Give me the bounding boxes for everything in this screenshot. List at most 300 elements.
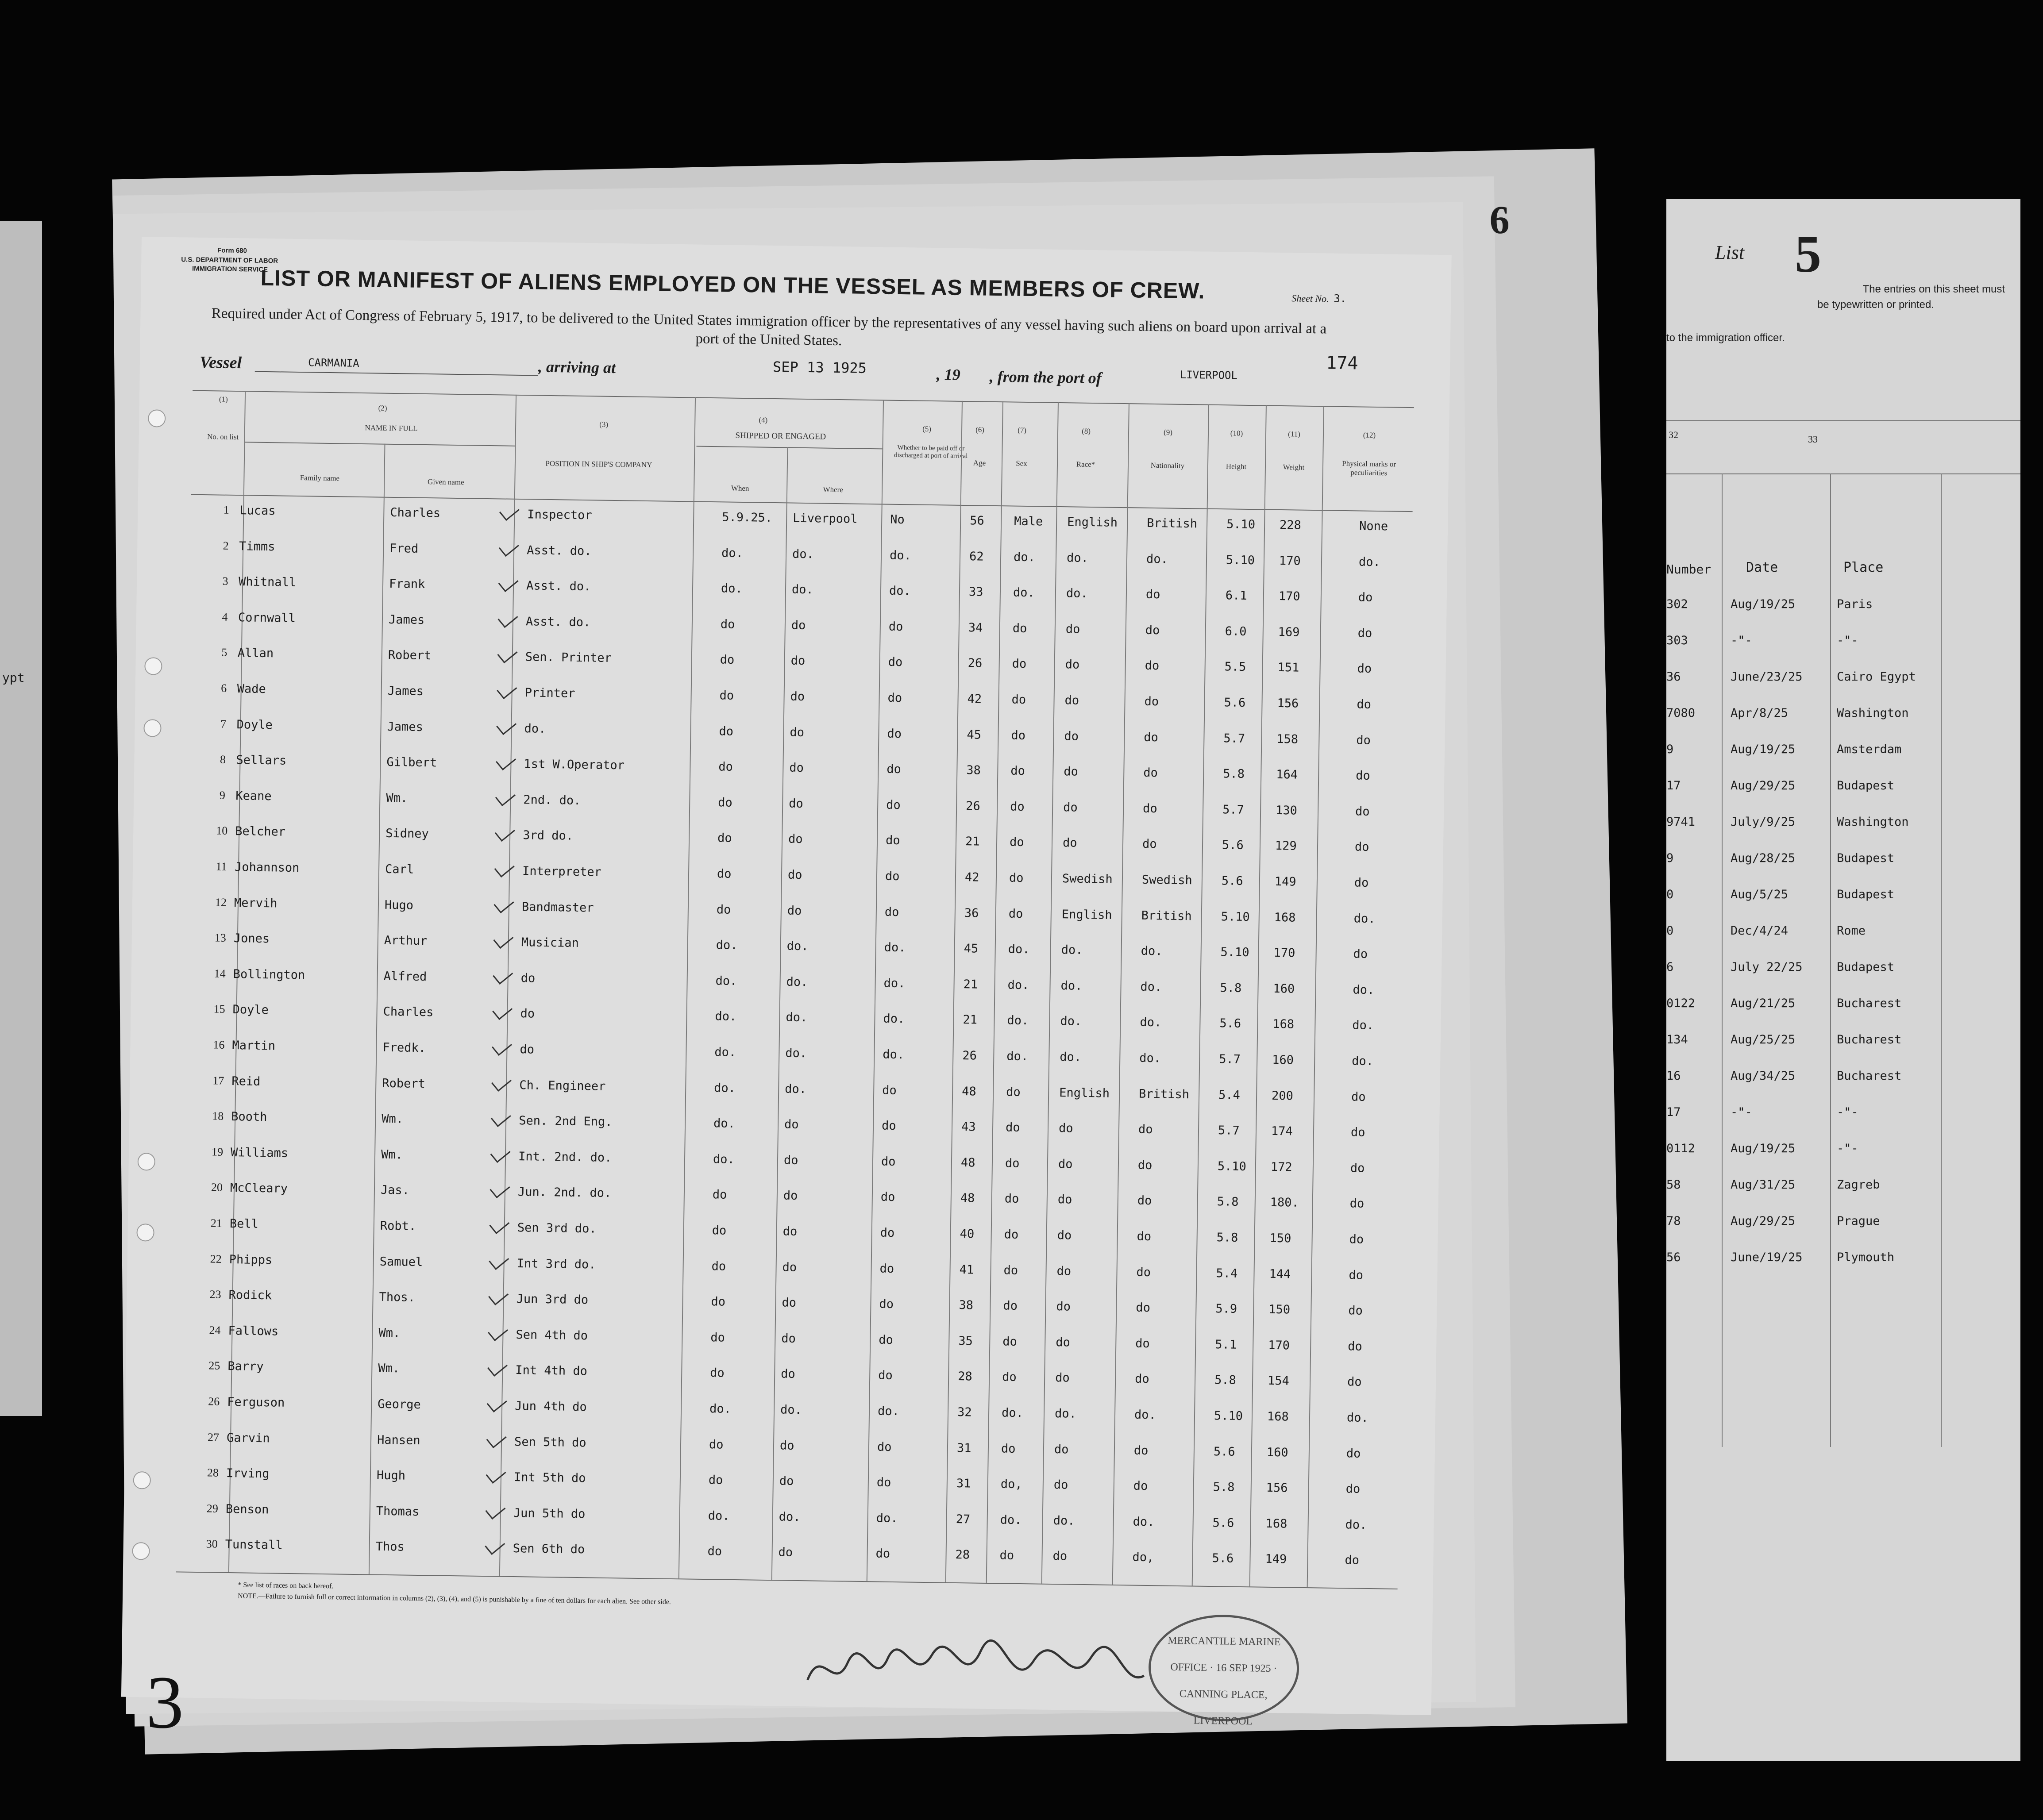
cell-position: do	[520, 1007, 535, 1021]
cell-paid: do.	[876, 1511, 898, 1525]
cell-given: Thos.	[379, 1290, 416, 1305]
cell-height: 5.6	[1221, 874, 1243, 888]
cell-no: 1	[223, 503, 230, 516]
cell-marks: do	[1357, 626, 1372, 640]
cell-height: 5.5	[1224, 660, 1246, 674]
cell-when: do	[711, 1295, 726, 1309]
cell-where: do	[782, 1296, 797, 1310]
cell-no: 4	[222, 610, 228, 623]
right-cell-place: Zagreb	[1837, 1178, 1880, 1192]
col-family-header: Family name	[300, 473, 340, 483]
cell-race: do	[1055, 1371, 1070, 1385]
right-list-row	[1666, 1033, 2020, 1068]
cell-given: George	[378, 1397, 421, 1412]
cell-race: do	[1056, 1335, 1071, 1350]
cell-race: do	[1054, 1442, 1069, 1457]
cell-where: do	[781, 1367, 795, 1381]
cell-race: do.	[1060, 1050, 1082, 1064]
cell-position: Sen 3rd do.	[517, 1221, 597, 1236]
cell-where: do	[782, 1260, 797, 1274]
cell-paid: do.	[877, 1404, 900, 1419]
cell-age: 41	[959, 1262, 974, 1277]
cell-given: Wm.	[382, 1112, 404, 1126]
cell-no: 17	[212, 1074, 224, 1087]
cell-family: Williams	[230, 1145, 289, 1160]
vessel-name: CARMANIA	[308, 356, 359, 369]
cell-height: 5.4	[1216, 1266, 1238, 1281]
cell-marks: do	[1348, 1304, 1363, 1318]
right-manifest-sheet	[1666, 199, 2020, 1761]
cell-age: 33	[968, 585, 983, 599]
cell-where: do.	[791, 582, 814, 597]
check-mark-icon	[487, 1393, 507, 1412]
cell-position: Sen. 2nd Eng.	[518, 1114, 613, 1129]
cell-position: Bandmaster	[521, 900, 594, 915]
right-cell-number: 56	[1666, 1251, 1681, 1264]
check-mark-icon	[486, 1464, 506, 1484]
cell-height: 5.9	[1215, 1302, 1237, 1316]
right-cell-number: 0112	[1666, 1142, 1696, 1155]
check-mark-icon	[496, 716, 517, 735]
cell-when: do	[720, 617, 735, 631]
cell-nationality: do	[1142, 801, 1157, 816]
cell-when: do	[712, 1188, 727, 1202]
cell-height: 5.6	[1212, 1551, 1234, 1566]
right-list-row	[1666, 597, 2020, 633]
cell-paid: do	[888, 655, 903, 670]
cell-sex: do	[1004, 1227, 1019, 1242]
cell-nationality: do.	[1141, 944, 1163, 958]
cell-when: do.	[713, 1116, 736, 1131]
mercantile-marine-stamp	[1148, 1614, 1299, 1728]
right-cell-number: 7080	[1666, 706, 1696, 720]
cell-paid: No	[890, 512, 905, 527]
cell-marks: do	[1350, 1161, 1365, 1175]
right-list-row	[1666, 1142, 2020, 1177]
cell-no: 3	[222, 574, 228, 588]
cell-age: 31	[956, 1441, 971, 1455]
cell-weight: 168	[1274, 910, 1296, 925]
check-mark-icon	[487, 1357, 508, 1377]
check-mark-icon	[495, 787, 516, 806]
cell-marks: do	[1354, 876, 1369, 890]
cell-sex: do.	[1001, 1406, 1024, 1420]
cell-race: do	[1065, 658, 1080, 672]
cell-sex: do	[1003, 1299, 1018, 1313]
left-adjacent-sheet	[0, 221, 42, 1416]
cell-marks: do	[1356, 733, 1371, 747]
cell-sex: do	[1010, 800, 1025, 814]
cell-where: do	[788, 832, 803, 847]
check-mark-icon	[493, 965, 513, 985]
right-list-row	[1666, 924, 2020, 959]
cell-weight: 170	[1279, 554, 1301, 568]
cell-where: do.	[780, 1403, 802, 1417]
cell-marks: do	[1349, 1197, 1365, 1211]
cell-no: 18	[212, 1109, 224, 1123]
cell-where: do.	[779, 1510, 801, 1524]
cell-when: do.	[708, 1508, 730, 1523]
right-cell-date: July 22/25	[1731, 960, 1803, 974]
cell-weight: 170	[1268, 1338, 1290, 1353]
cell-family: McCleary	[230, 1181, 288, 1196]
cell-family: Mervih	[234, 896, 278, 911]
cell-race: do.	[1066, 550, 1089, 565]
cell-weight: 160	[1272, 1053, 1294, 1067]
cell-when: do.	[721, 581, 743, 596]
cell-no: 11	[216, 860, 227, 873]
cell-height: 5.1	[1215, 1337, 1237, 1352]
right-cell-number: 302	[1666, 597, 1688, 611]
cell-sex: do	[1012, 657, 1027, 671]
cell-position: Jun 4th do	[514, 1399, 587, 1414]
cell-given: Charles	[383, 1005, 434, 1020]
cell-nationality: do.	[1133, 1515, 1155, 1529]
cell-nationality: do	[1137, 1229, 1152, 1244]
cell-age: 28	[955, 1548, 970, 1562]
cell-marks: do.	[1353, 983, 1375, 997]
cell-family: Doyle	[236, 717, 273, 732]
cell-race: do	[1057, 1193, 1072, 1207]
right-list-row	[1666, 1105, 2020, 1141]
right-cell-date: July/9/25	[1731, 815, 1796, 829]
cell-paid: do	[877, 1440, 892, 1454]
cell-when: do.	[715, 1009, 737, 1024]
cell-family: Ferguson	[227, 1395, 285, 1410]
cell-family: Belcher	[235, 824, 286, 839]
cell-position: Sen 5th do	[514, 1435, 586, 1450]
cell-given: Arthur	[384, 933, 428, 948]
right-list-row	[1666, 1214, 2020, 1250]
right-cell-number: 17	[1666, 1105, 1681, 1119]
cell-weight: 200	[1271, 1089, 1294, 1103]
cell-when: do	[717, 831, 732, 846]
cell-marks: do	[1357, 697, 1372, 712]
year-label: , 19	[936, 366, 961, 384]
cell-family: Bell	[229, 1216, 259, 1231]
cell-age: 56	[970, 514, 984, 528]
cell-nationality: do.	[1140, 1016, 1162, 1030]
cell-family: Lucas	[239, 504, 276, 518]
check-mark-icon	[499, 537, 519, 557]
cell-sex: do	[1010, 764, 1025, 778]
right-cell-place: Bucharest	[1837, 1033, 1902, 1047]
right-list-row	[1666, 1251, 2020, 1286]
cell-marks: do.	[1345, 1518, 1367, 1532]
cell-age: 42	[967, 692, 982, 706]
cell-sex: do.	[1013, 585, 1035, 600]
cell-paid: do	[886, 798, 901, 812]
cell-race: do	[1056, 1264, 1072, 1278]
cell-when: do.	[714, 1045, 736, 1059]
cell-given: Robert	[388, 648, 432, 663]
cell-marks: do	[1349, 1232, 1364, 1247]
cell-family: Booth	[231, 1110, 267, 1124]
cell-race: do	[1063, 800, 1078, 815]
cell-nationality: do	[1137, 1194, 1152, 1208]
cell-paid: do	[879, 1333, 894, 1347]
cell-age: 27	[956, 1512, 971, 1527]
cell-no: 14	[214, 967, 226, 980]
cell-given: James	[388, 612, 425, 627]
cell-marks: do	[1345, 1482, 1361, 1496]
cell-age: 48	[960, 1191, 975, 1205]
cell-paid: do	[881, 1119, 896, 1133]
cell-marks: do	[1355, 804, 1370, 819]
cell-race: Swedish	[1062, 872, 1113, 886]
cell-race: do.	[1060, 1014, 1082, 1029]
cell-sex: do	[1004, 1192, 1019, 1206]
cell-where: do	[783, 1224, 798, 1239]
cell-weight: 144	[1269, 1267, 1291, 1281]
cell-sex: do	[999, 1548, 1014, 1563]
right-cell-place: -"-	[1837, 1105, 1858, 1119]
cell-marks: do	[1357, 662, 1372, 676]
right-list-row	[1666, 743, 2020, 778]
cell-family: Irving	[226, 1466, 270, 1481]
cell-family: Tunstall	[225, 1538, 283, 1553]
right-instruction-1: The entries on this sheet must	[1862, 283, 2005, 295]
right-cell-place: Paris	[1837, 597, 1873, 611]
col-weight-header: Weight	[1283, 463, 1305, 472]
right-list-row	[1666, 888, 2020, 923]
main-manifest-sheet: Form 680 U.S. DEPARTMENT OF LABOR IMMIGRATION SERVICE LIST OR MANIFEST OF ALIENS EMPLOYED ON THE VESSEL AS MEMBERS OF CREW. Sheet No. 3. Required under Act of Congress of February 5, 1917, to be delivered to the United States immigration officer by the representatives of any vessel having such aliens on board upon arrival at a port of the United States. Vessel CARMANIA , arriving at SEP 13 1925 , 19 , from the port of LIVERPOOL 174 (1) No. on list (2) NAME IN FULL Family name Given name (3) POSITION IN SHIP'S COMPANY (4) SHIPPED OR ENGAGED When Where (5) Whether to be paid off or discharged at port of arrival (6) Age (7) Sex (8) Race* (9) Nationality (10) Height (11) Weight (12) Physical marks or peculiarities 1 Lucas Charles Inspector 5.9.25. Liverpool No 56 Male English British 5.10 228 None 2 Timms Fred Asst. do. do. do. do. 62 do. do. do. 5.10 170 do. 3 Whitnall Frank Asst. do. do. do. do. 33 do. do. do 6.1 170 do 4 Cornwall James Asst. do. do do do 34 do do do 6.0 169 do 5 Allan Robert Sen. Printer do do do 26 do do do 5.5 151 do 6 Wade James Printer do do do 42 do do do 5.6 156 do 7 Doyle James do. do do do 45 do do do 5.7 158 do 8 Sellars Gilbert 1st W.Operator do do do 38 do do do 5.8 164 do 9 Keane Wm. 2nd. do. do do do 26 do do do 5.7 130 do 10 Belcher Sidney 3rd do. do do do 21 do do do 5.6 129 do 11 Johannson Carl Interpreter do do do 42 do Swedish Swedish 5.6 149 do 12 Mervih Hugo Bandmaster do do do 36 do English British 5.10 168 do. 13 Jones Arthur Musician do. do. do. 45 do. do. do. 5.10 170 do 14 Bollington Alfred do do. do. do. 21 do. do. do. 5.8 160 do. 15 Doyle Charles do do. do. do. 21 do. do. do. 5.6 168 do. 16 Martin Fredk. do do. do. do. 26 do. do. do. 5.7 160 do. 17 Reid Robert Ch. Engineer do. do. do 48 do English British 5.4 200 do 18 Booth Wm. Sen. 2nd Eng. do. do do 43 do do do 5.7 174 do 19 Williams Wm. Int. 2nd. do. do. do do 48 do do do 5.10 172 do 20 McCleary Jas. Jun. 2nd. do. do do do 48 do do do 5.8 180. do 21 Bell Robt. Sen 3rd do. do do do 40 do do do 5.8 150 do 22 Phipps Samuel Int 3rd do. do do do 41 do do do 5.4 144 do 23 Rodick Thos. Jun 3rd do do do do 38 do do do 5.9 150 do 24 Fallows Wm. Sen 4th do do do do 35 do do do 5.1 170 do 25 Barry Wm. Int 4th do do do do 28 do do do 5.8 154 do 26 Ferguson George Jun 4th do do. do. do. 32 do. do. do. 5.10 168 do. 27 Garvin Hansen Sen 5th do do do do 31 do do do 5.6 160 do 28 Irving Hugh Int 5th do do do do 31 do, do do 5.8 156 do 29 Benson Thomas Jun 5th do do. do. do. 27 do. do. do. 5.6 168 do. 30 Tunstall Thos Sen 6th do do do do 28 do do do, 5.6 149 do * See list of races on back hereof. NOTE.—Failure to furnish full or correct information in columns (2), (3), (4), and (5) is punishable by a fine of ten dollars for each alien. See other side. MERCANTILE MARINE OFFICE · 16 SEP 1925 · CANNING PLACE, LIVERPOOL	[121, 237, 1452, 1715]
right-cell-date: Aug/31/25	[1731, 1178, 1796, 1192]
cell-race: do	[1064, 693, 1079, 708]
col-race-header: Race*	[1076, 460, 1095, 469]
cell-no: 2	[223, 539, 229, 552]
cell-when: do	[718, 760, 733, 774]
col-where-header: Where	[823, 485, 843, 494]
check-mark-icon	[499, 501, 520, 521]
cell-nationality: do	[1137, 1158, 1153, 1172]
right-instruction-3: to the immigration officer.	[1666, 332, 1785, 344]
cell-height: 5.10	[1217, 1159, 1247, 1174]
cell-race: do	[1056, 1300, 1071, 1314]
cell-marks: do	[1356, 769, 1370, 783]
cell-no: 6	[221, 681, 227, 695]
cell-position: do	[520, 1043, 535, 1057]
cell-given: Wm.	[378, 1326, 401, 1340]
cell-no: 12	[215, 896, 227, 909]
cell-sex: do.	[1008, 942, 1030, 957]
right-cell-place: Plymouth	[1837, 1251, 1895, 1264]
cell-position: 2nd. do.	[523, 793, 581, 808]
cell-weight: 129	[1275, 839, 1297, 853]
cell-paid: do	[884, 905, 899, 919]
cell-race: English	[1061, 907, 1112, 922]
cell-no: 21	[210, 1216, 223, 1230]
cell-where: Liverpool	[793, 511, 858, 526]
footnote-note: NOTE.—Failure to furnish full or correct information in columns (2), (3), (4), and (5) is punishable by a fine of ten dollars for each alien. See other side.	[238, 1592, 671, 1606]
corner-handwritten-number: 3	[146, 1661, 184, 1744]
cell-where: do	[784, 1117, 799, 1132]
cell-sex: do	[1005, 1120, 1020, 1135]
cell-weight: 170	[1278, 589, 1300, 604]
right-cell-date: Aug/28/25	[1731, 851, 1796, 865]
cell-family: Fallows	[228, 1324, 279, 1339]
cell-given: Robt.	[380, 1219, 416, 1233]
cell-where: do.	[785, 1046, 807, 1061]
cell-given: Frank	[389, 577, 425, 592]
cell-family: Bollington	[233, 967, 305, 982]
cell-nationality: do	[1144, 730, 1159, 744]
arrival-date-stamp: SEP 13 1925	[772, 358, 867, 377]
cell-height: 5.7	[1222, 803, 1245, 817]
right-cell-number: 9741	[1666, 815, 1696, 829]
check-mark-icon	[490, 1179, 510, 1198]
cell-height: 5.8	[1213, 1480, 1235, 1494]
col-name-header: NAME IN FULL	[365, 423, 418, 433]
check-mark-icon	[491, 1108, 511, 1127]
right-cell-date: -"-	[1731, 1105, 1752, 1119]
cell-no: 19	[211, 1145, 224, 1158]
cell-nationality: do.	[1134, 1408, 1156, 1422]
right-cell-place: Amsterdam	[1837, 743, 1902, 756]
cell-when: do	[712, 1224, 727, 1238]
col-marks-header: Physical marks or peculiarities	[1342, 459, 1396, 477]
right-cell-number: 0	[1666, 924, 1674, 938]
cell-nationality: do	[1136, 1301, 1151, 1315]
cell-height: 5.10	[1214, 1409, 1243, 1423]
cell-race: do	[1062, 836, 1077, 850]
col-position-header: POSITION IN SHIP'S COMPANY	[545, 459, 652, 469]
cell-no: 22	[210, 1252, 222, 1266]
right-cell-number: 9	[1666, 743, 1674, 756]
cell-when: do	[720, 653, 735, 667]
cell-paid: do.	[883, 1012, 905, 1026]
right-subheader-rule	[1666, 473, 2020, 474]
cell-family: Phipps	[229, 1252, 273, 1267]
right-cell-date: Apr/8/25	[1731, 706, 1789, 720]
cell-paid: do	[882, 1083, 897, 1097]
under-sheet-number: 6	[1489, 198, 1510, 242]
cell-where: do	[789, 761, 804, 775]
cell-sex: do	[1012, 621, 1027, 635]
right-cell-date: June/23/25	[1731, 670, 1803, 684]
cell-paid: do.	[883, 1047, 905, 1062]
cell-family: Martin	[232, 1039, 276, 1053]
cell-position: Int 3rd do.	[517, 1256, 596, 1272]
cell-height: 5.7	[1218, 1124, 1240, 1138]
cell-given: Fredk.	[382, 1040, 426, 1055]
cell-paid: do	[888, 619, 903, 634]
arriving-label: , arriving at	[538, 358, 616, 377]
cell-given: Thomas	[376, 1504, 420, 1519]
right-cell-date: Aug/5/25	[1731, 888, 1789, 901]
cell-given: Hansen	[377, 1433, 420, 1447]
cell-height: 5.6	[1224, 696, 1246, 710]
cell-given: Charles	[390, 505, 441, 520]
cell-weight: 156	[1277, 696, 1299, 711]
cell-weight: 174	[1271, 1124, 1293, 1139]
cell-race: do.	[1054, 1407, 1077, 1421]
cell-race: do	[1065, 622, 1080, 636]
cell-where: do	[779, 1474, 794, 1489]
right-cell-date: Aug/34/25	[1731, 1069, 1796, 1083]
cell-race: do.	[1053, 1513, 1075, 1528]
cell-family: Cornwall	[238, 610, 296, 625]
cell-weight: 164	[1276, 768, 1298, 782]
right-cell-place: Washington	[1837, 706, 1909, 720]
cell-weight: 160	[1266, 1445, 1288, 1460]
cell-weight: 156	[1266, 1481, 1288, 1495]
check-mark-icon	[492, 1036, 512, 1056]
right-cell-number: 303	[1666, 634, 1688, 647]
cell-when: do.	[715, 974, 737, 988]
cell-marks: do	[1346, 1446, 1361, 1461]
cell-paid: do	[880, 1190, 895, 1204]
cell-weight: 168	[1272, 1017, 1295, 1031]
right-list-row	[1666, 706, 2020, 742]
right-list-row	[1666, 815, 2020, 850]
from-port: LIVERPOOL	[1180, 368, 1238, 382]
check-mark-icon	[488, 1286, 509, 1305]
right-cell-place: Budapest	[1837, 851, 1895, 865]
check-mark-icon	[486, 1429, 507, 1448]
right-cell-place: Prague	[1837, 1214, 1880, 1228]
cell-where: do	[778, 1545, 793, 1560]
check-mark-icon	[495, 822, 515, 842]
cell-race: do.	[1066, 586, 1088, 601]
right-cell-date: Aug/19/25	[1731, 597, 1796, 611]
cell-race: do	[1064, 765, 1079, 779]
cell-age: 36	[964, 906, 979, 920]
cell-paid: do	[887, 691, 902, 705]
cell-age: 21	[965, 835, 980, 849]
cell-sex: do	[1008, 907, 1023, 921]
cell-no: 20	[211, 1181, 223, 1194]
cell-height: 5.8	[1214, 1373, 1237, 1388]
right-cell-date: Aug/19/25	[1731, 1142, 1796, 1155]
check-mark-icon	[497, 644, 517, 664]
col-sex-header: Sex	[1016, 459, 1027, 468]
cell-given: Gilbert	[386, 755, 437, 770]
cell-when: do	[719, 689, 734, 703]
list-number: 174	[1326, 353, 1358, 374]
cell-sex: do	[1011, 693, 1026, 707]
cell-when: do	[718, 796, 733, 810]
right-cell-place: Cairo Egypt	[1837, 670, 1916, 684]
cell-given: James	[387, 684, 424, 698]
cell-sex: do.	[1007, 1013, 1029, 1028]
cell-height: 5.7	[1223, 731, 1245, 746]
cell-marks: None	[1359, 519, 1388, 534]
right-cell-date: Aug/19/25	[1731, 743, 1796, 756]
cell-age: 34	[968, 620, 983, 635]
right-list-row	[1666, 997, 2020, 1032]
cell-position: Asst. do.	[526, 579, 591, 594]
form-label: Form 680	[217, 246, 247, 255]
check-mark-icon	[485, 1535, 505, 1555]
right-cell-place: -"-	[1837, 1142, 1858, 1155]
cell-no: 28	[207, 1466, 219, 1479]
sheet-number: 3.	[1334, 292, 1347, 305]
cell-height: 5.7	[1219, 1052, 1241, 1066]
cell-paid: do	[878, 1368, 893, 1383]
cell-family: Timms	[239, 539, 275, 554]
cell-race: English	[1067, 515, 1118, 530]
cell-age: 21	[963, 1013, 978, 1027]
cell-when: do	[707, 1544, 722, 1558]
cell-marks: do	[1347, 1375, 1362, 1389]
cell-nationality: do	[1145, 659, 1160, 673]
cell-position: 1st W.Operator	[524, 757, 625, 773]
cell-no: 13	[214, 931, 227, 945]
cell-position: Asst. do.	[525, 615, 591, 630]
cell-paid: do.	[889, 584, 911, 598]
cell-marks: do.	[1352, 1054, 1374, 1069]
